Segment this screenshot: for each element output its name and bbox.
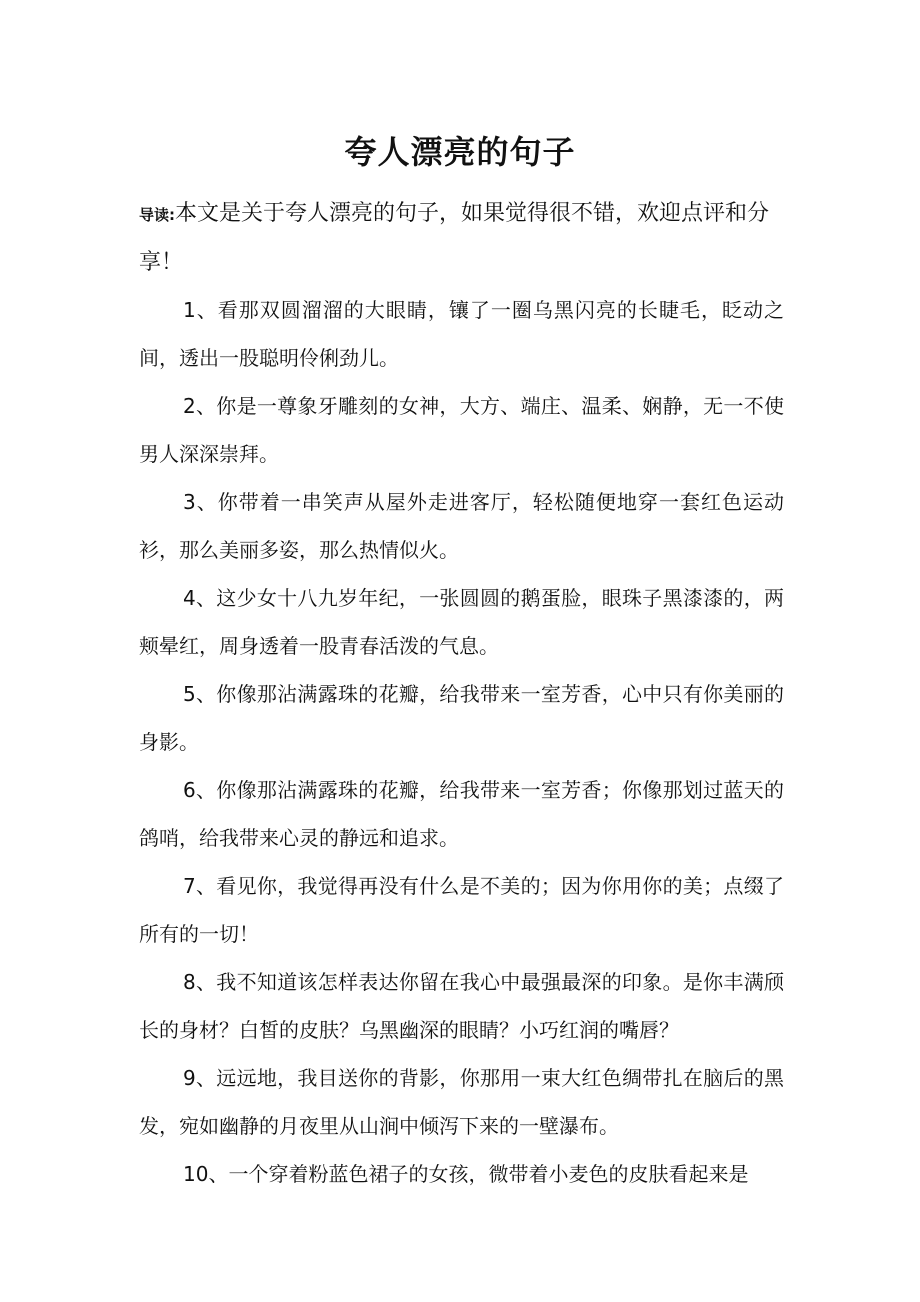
page-title: 夸人漂亮的句子 xyxy=(344,133,576,171)
sentence-item: 9、远远地，我目送你的背影，你那用一束大红色绸带扎在脑后的黑发，宛如幽静的月夜里从山涧中倾泻下来的一壁瀑布。 xyxy=(139,1066,784,1138)
intro-label: 导读: xyxy=(139,206,175,224)
intro-text: 本文是关于夸人漂亮的句子，如果觉得很不错，欢迎点评和分享！ xyxy=(139,201,770,275)
sentence-item: 6、你像那沾满露珠的花瓣，给我带来一室芳香；你像那划过蓝天的鸽哨，给我带来心灵的静远和追求。 xyxy=(139,778,784,850)
intro-paragraph xyxy=(139,190,784,287)
sentence-list xyxy=(139,286,784,1198)
sentence-item: 3、你带着一串笑声从屋外走进客厅，轻松随便地穿一套红色运动衫，那么美丽多姿，那么热情似火。 xyxy=(139,490,784,562)
sentence-item: 4、这少女十八九岁年纪，一张圆圆的鹅蛋脸，眼珠子黑漆漆的，两颊晕红，周身透着一股青春活泼的气息。 xyxy=(139,586,784,658)
sentence-item: 5、你像那沾满露珠的花瓣，给我带来一室芳香，心中只有你美丽的身影。 xyxy=(139,682,784,754)
sentence-item: 1、看那双圆溜溜的大眼睛，镶了一圈乌黑闪亮的长睫毛，眨动之间，透出一股聪明伶俐劲儿。 xyxy=(139,298,784,370)
sentence-item: 2、你是一尊象牙雕刻的女神，大方、端庄、温柔、娴静，无一不使男人深深崇拜。 xyxy=(139,394,784,466)
sentence-item: 8、我不知道该怎样表达你留在我心中最强最深的印象。是你丰满颀长的身材？白皙的皮肤？乌黑幽深的眼睛？小巧红润的嘴唇？ xyxy=(139,970,784,1042)
sentence-item: 7、看见你，我觉得再没有什么是不美的；因为你用你的美；点缀了所有的一切！ xyxy=(139,874,784,946)
sentence-item: 10、一个穿着粉蓝色裙子的女孩，微带着小麦色的皮肤看起来是 xyxy=(183,1162,749,1186)
